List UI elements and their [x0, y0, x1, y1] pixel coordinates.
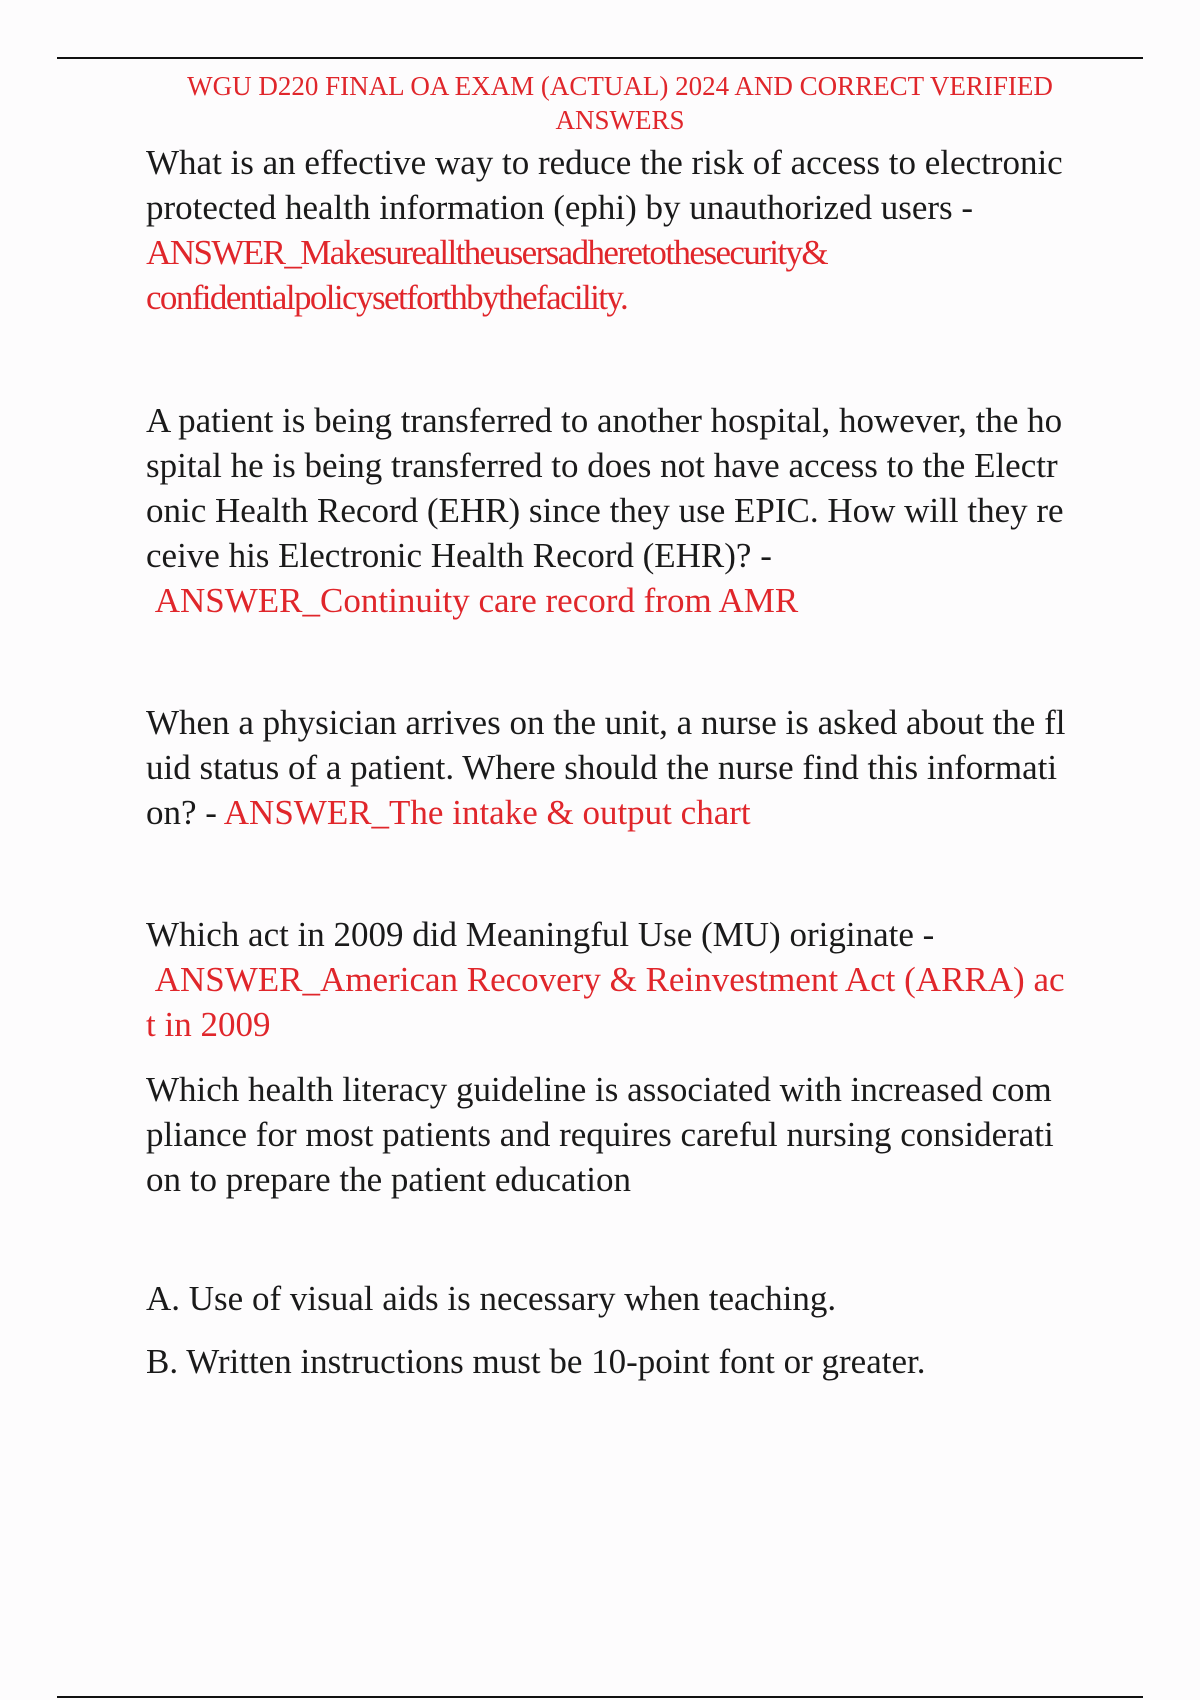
question-text: A patient is being transferred to another hospital, however, the ho spital he is being transferred to does not have access to the Electr onic Health Record (EHR) since they use EPIC. How will they re ceive his Electronic Health Record (EHR)? -: [146, 401, 1064, 575]
header-title-line1: WGU D220 FINAL OA EXAM (ACTUAL) 2024 AND CORRECT VERIFIED: [187, 71, 1053, 101]
question-text: What is an effective way to reduce the risk of access to electronic protected health information (ephi) by unauthorized users -: [146, 143, 1063, 227]
answer-text: ANSWER_American Recovery & Reinvestment Act (ARRA) ac t in 2009: [146, 960, 1065, 1044]
question-text: Which act in 2009 did Meaningful Use (MU) originate -: [146, 915, 935, 954]
qa-item-3: [146, 700, 1106, 835]
qa-item-5: [146, 1067, 1106, 1202]
header-title-line2: ANSWERS: [555, 105, 685, 135]
answer-text: ANSWER_Makesureallthe usersadheretothe security& confidentialpolicy setforthby thefacility.: [146, 233, 828, 317]
top-rule: [57, 57, 1143, 59]
bottom-rule: [57, 1696, 1143, 1698]
option-b: B. Written instructions must be 10-point font or greater.: [146, 1342, 926, 1381]
qa-item-4: [146, 912, 1106, 1047]
option-a: A. Use of visual aids is necessary when teaching.: [146, 1279, 837, 1318]
qa-item-2: [146, 398, 1106, 623]
qa-item-1: [146, 140, 1106, 320]
answer-text: ANSWER_The intake & output chart: [223, 793, 751, 832]
answer-text: ANSWER_Continuity care record from AMR: [146, 581, 799, 620]
question-text: When a physician arrives on the unit, a nurse is asked about the fl uid status of a patient. Where should the nurse find this informati on? -: [146, 703, 1066, 832]
question-text: Which health literacy guideline is associated with increased com pliance for most patients and requires careful nursing considerati on to prepare the patient education: [146, 1070, 1054, 1199]
page-header: [120, 69, 1120, 137]
